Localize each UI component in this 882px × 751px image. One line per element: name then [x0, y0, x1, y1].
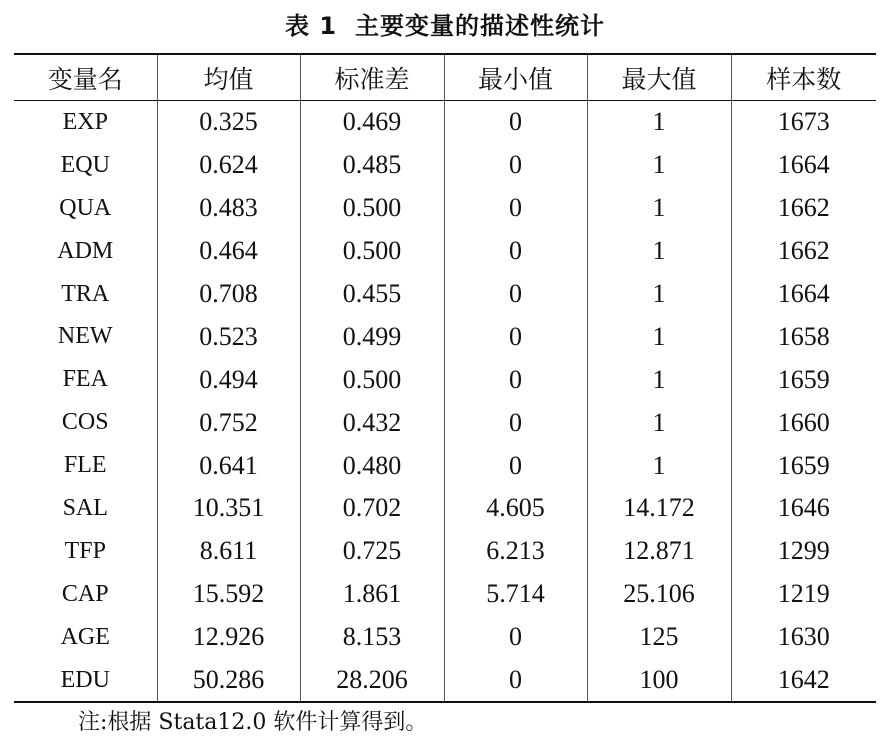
cell-n: 1642 [731, 659, 876, 703]
table-row [14, 573, 876, 616]
cell-variable: FLE [63, 452, 107, 479]
cell-std: 1.861 [300, 573, 444, 616]
table-caption [0, 10, 882, 42]
cell-min: 0 [444, 230, 587, 273]
header-min: 最小值 [444, 54, 587, 101]
cell-variable: QUA [59, 194, 112, 221]
cell-std: 0.725 [300, 530, 444, 573]
header-std: 标准差 [300, 54, 444, 101]
table-row [14, 616, 876, 659]
cell-variable: EXP [62, 108, 108, 135]
cell-n: 1630 [731, 616, 876, 659]
cell-max: 1 [587, 101, 731, 144]
header-mean: 均值 [157, 54, 300, 101]
cell-mean: 0.483 [157, 187, 300, 230]
cell-max: 1 [587, 273, 731, 316]
cell-n: 1646 [731, 487, 876, 530]
cell-min: 6.213 [444, 530, 587, 573]
cell-variable: TRA [61, 280, 110, 307]
header-n: 样本数 [731, 54, 876, 101]
cell-min: 0 [444, 144, 587, 187]
cell-variable: TFP [64, 537, 106, 564]
cell-max: 125 [587, 616, 731, 659]
table-row [14, 487, 876, 530]
cell-max: 1 [587, 444, 731, 487]
cell-max: 1 [587, 144, 731, 187]
header-variable: 变量名 [47, 64, 123, 94]
cell-std: 0.480 [300, 444, 444, 487]
header-row [14, 54, 876, 101]
cell-max: 14.172 [587, 487, 731, 530]
cell-n: 1673 [731, 101, 876, 144]
table-title: 主要变量的描述性统计 [355, 12, 606, 40]
cell-std: 0.499 [300, 315, 444, 358]
cell-min: 0 [444, 315, 587, 358]
cell-std: 0.469 [300, 101, 444, 144]
cell-n: 1664 [731, 273, 876, 316]
cell-n: 1664 [731, 144, 876, 187]
cell-n: 1659 [731, 444, 876, 487]
cell-min: 5.714 [444, 573, 587, 616]
cell-mean: 8.611 [157, 530, 300, 573]
cell-mean: 0.325 [157, 101, 300, 144]
cell-variable: EDU [60, 666, 110, 693]
cell-n: 1662 [731, 187, 876, 230]
cell-mean: 0.464 [157, 230, 300, 273]
cell-min: 0 [444, 358, 587, 401]
table-row [14, 315, 876, 358]
cell-mean: 0.752 [157, 401, 300, 444]
cell-max: 1 [587, 401, 731, 444]
cell-max: 1 [587, 358, 731, 401]
cell-mean: 0.708 [157, 273, 300, 316]
cell-n: 1662 [731, 230, 876, 273]
table-body [14, 101, 876, 703]
cell-std: 0.500 [300, 358, 444, 401]
cell-variable: ADM [57, 237, 114, 264]
cell-mean: 50.286 [157, 659, 300, 703]
cell-variable: NEW [57, 323, 113, 350]
table-row [14, 144, 876, 187]
cell-max: 100 [587, 659, 731, 703]
header-max: 最大值 [587, 54, 731, 101]
cell-variable: CAP [61, 580, 109, 607]
cell-mean: 10.351 [157, 487, 300, 530]
table-number: 表 1 [284, 12, 338, 40]
cell-variable: AGE [60, 623, 110, 650]
cell-mean: 15.592 [157, 573, 300, 616]
table-row [14, 273, 876, 316]
cell-mean: 0.494 [157, 358, 300, 401]
cell-min: 4.605 [444, 487, 587, 530]
cell-min: 0 [444, 187, 587, 230]
cell-variable: COS [61, 409, 109, 436]
cell-min: 0 [444, 444, 587, 487]
table-row [14, 401, 876, 444]
cell-std: 0.455 [300, 273, 444, 316]
cell-max: 1 [587, 187, 731, 230]
cell-mean: 0.624 [157, 144, 300, 187]
table-row [14, 230, 876, 273]
cell-min: 0 [444, 616, 587, 659]
cell-max: 1 [587, 315, 731, 358]
cell-mean: 12.926 [157, 616, 300, 659]
cell-n: 1219 [731, 573, 876, 616]
table-row [14, 187, 876, 230]
descriptive-statistics-table [14, 53, 876, 703]
table-row [14, 101, 876, 144]
cell-min: 0 [444, 401, 587, 444]
cell-max: 25.106 [587, 573, 731, 616]
cell-mean: 0.641 [157, 444, 300, 487]
cell-n: 1660 [731, 401, 876, 444]
cell-variable: SAL [62, 494, 108, 521]
cell-variable: EQU [60, 151, 110, 178]
cell-n: 1299 [731, 530, 876, 573]
table-row [14, 659, 876, 703]
cell-max: 1 [587, 230, 731, 273]
table-row [14, 444, 876, 487]
cell-n: 1659 [731, 358, 876, 401]
cell-std: 28.206 [300, 659, 444, 703]
cell-n: 1658 [731, 315, 876, 358]
cell-min: 0 [444, 273, 587, 316]
cell-std: 0.432 [300, 401, 444, 444]
cell-std: 0.485 [300, 144, 444, 187]
table-row [14, 530, 876, 573]
cell-mean: 0.523 [157, 315, 300, 358]
cell-std: 0.500 [300, 187, 444, 230]
cell-min: 0 [444, 659, 587, 703]
cell-variable: FEA [62, 366, 108, 393]
cell-min: 0 [444, 101, 587, 144]
table-note: 注:根据 Stata12.0 软件计算得到。 [78, 710, 428, 735]
cell-std: 0.500 [300, 230, 444, 273]
table-row [14, 358, 876, 401]
cell-std: 8.153 [300, 616, 444, 659]
cell-max: 12.871 [587, 530, 731, 573]
cell-std: 0.702 [300, 487, 444, 530]
